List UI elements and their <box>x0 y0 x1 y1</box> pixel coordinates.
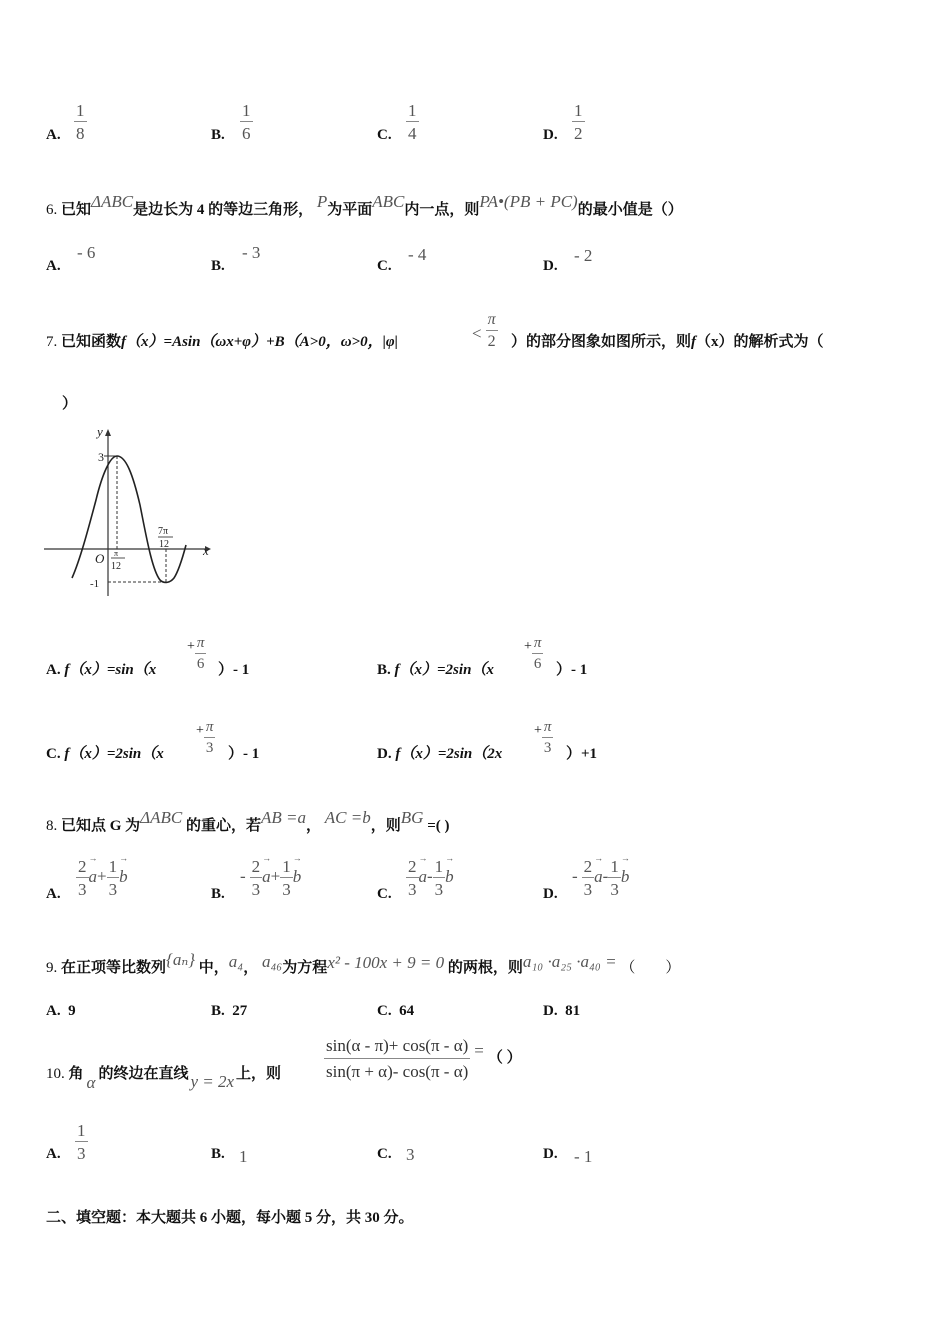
q7-option-c-tail: ）- 1 <box>228 746 260 762</box>
q6-option-a-value: - 6 <box>77 243 96 262</box>
q7-option-b[interactable]: B. f（x）=2sin（x <box>377 662 494 678</box>
q10-option-c-value: 3 <box>406 1145 415 1164</box>
q10-option-b[interactable]: B. <box>211 1146 225 1162</box>
q7-option-c[interactable]: C. f（x）=2sin（x <box>46 746 164 762</box>
q6-option-c[interactable]: C. <box>377 258 392 274</box>
q8-option-c[interactable]: C. <box>377 886 392 902</box>
q8-option-a-expr: $\frac{2}{3}$ → a+ $\frac{1}{3}$ → b <box>76 858 128 898</box>
q7-phi-bound: < $\frac{\pi}{2}$ <box>472 311 496 350</box>
q10-option-b-value: 1 <box>239 1147 248 1166</box>
x1-num-label: π <box>114 549 119 558</box>
q8-option-a[interactable]: A. <box>46 886 61 902</box>
q6-option-d-value: - 2 <box>574 246 593 265</box>
y-min-label: -1 <box>90 578 100 590</box>
q9-option-c[interactable]: C. 64 <box>377 1003 415 1019</box>
q5-option-b[interactable]: B. <box>211 127 225 143</box>
q7-option-d-tail: ）+1 <box>566 746 598 762</box>
q10-stem: 10. 角 α 的终边在直线 y = 2x 上，则 <box>46 1066 282 1092</box>
q8-option-b-expr: - $\frac{2}{3}$ → a+ $\frac{1}{3}$ → b <box>240 858 301 898</box>
q8-option-c-expr: $\frac{2}{3}$ → a- $\frac{1}{3}$ → b <box>406 858 454 898</box>
q8-option-b[interactable]: B. <box>211 886 225 902</box>
x2-den-label: 12 <box>159 539 169 550</box>
q6-option-a[interactable]: A. <box>46 258 61 274</box>
q8-stem: 8. 已知点 G 为ΔABC 的重心，若AB =a， AC =b，则BG =( ) <box>46 808 450 834</box>
q7-option-a[interactable]: A. f（x）=sin（x <box>46 662 157 678</box>
q5-option-c-value: $\frac{1}{4}$ <box>408 101 417 143</box>
q10-option-d[interactable]: D. <box>543 1146 558 1162</box>
q6-option-b-value: - 3 <box>242 243 261 262</box>
section-heading-fill-in-blank: 二、填空题：本大题共 6 小题，每小题 5 分，共 30 分。 <box>46 1210 414 1226</box>
q5-option-d[interactable]: D. <box>543 127 558 143</box>
x1-den-label: 12 <box>111 561 121 572</box>
q7-option-d-frac: + $\frac{\pi}{3}$ <box>534 719 552 756</box>
x-axis-label: x <box>203 543 209 558</box>
y-axis-label: y <box>97 424 103 439</box>
q7-option-b-tail: ）- 1 <box>556 662 588 678</box>
q6-option-c-value: - 4 <box>408 245 427 264</box>
q7-function-graph <box>40 420 230 600</box>
q9-option-b[interactable]: B. 27 <box>211 1003 248 1019</box>
q6-option-b[interactable]: B. <box>211 258 225 274</box>
q7-option-c-frac: + $\frac{\pi}{3}$ <box>196 719 214 756</box>
q7-option-a-tail: ）- 1 <box>218 662 250 678</box>
q5-option-c[interactable]: C. <box>377 127 392 143</box>
q5-option-a[interactable]: A. <box>46 127 61 143</box>
q10-option-d-value: - 1 <box>574 1147 593 1166</box>
q9-option-d[interactable]: D. 81 <box>543 1003 581 1019</box>
q5-option-d-value: $\frac{1}{2}$ <box>574 101 583 143</box>
q6-stem: 6. 已知ΔABC是边长为 4 的等边三角形， P为平面ABC内一点，则PA•(PB + PC)的最小值是（） <box>46 192 683 218</box>
q9-stem: 9. 在正项等比数列{aₙ} 中，a₄， a₄₆为方程x² - 100x + 9 = 0 的两根，则a₁₀ ·a₂₅ ·a₄₀ = （ ） <box>46 950 681 976</box>
q7-option-a-frac: + $\frac{\pi}{6}$ <box>187 635 205 672</box>
q5-option-a-value: $\frac{1}{8}$ <box>76 101 85 143</box>
q10-option-c[interactable]: C. <box>377 1146 392 1162</box>
q6-option-d[interactable]: D. <box>543 258 558 274</box>
y-max-label: 3 <box>98 450 104 464</box>
q10-option-a[interactable]: A. <box>46 1146 61 1162</box>
q7-option-d[interactable]: D. f（x）=2sin（2x <box>377 746 503 762</box>
q9-option-a[interactable]: A. 9 <box>46 1003 76 1019</box>
q7-option-b-frac: + $\frac{\pi}{6}$ <box>524 635 542 672</box>
q10-expression: $\frac{\sin(\alpha - \pi)+ \cos(\pi - \alpha)}{\sin(\pi + \alpha)- \cos(\pi - \alpha)}$ = （ ） <box>326 1036 522 1081</box>
q7-stem: 7. 已知函数f（x）=Asin（ωx+φ）+B（A>0，ω>0，|φ| <box>46 334 398 350</box>
q7-stem-cont: ）的部分图象如图所示，则f（x）的解析式为（ <box>511 334 824 350</box>
q10-option-a-value: $\frac{1}{3}$ <box>77 1121 86 1163</box>
q8-option-d-expr: - $\frac{2}{3}$ → a- $\frac{1}{3}$ → b <box>572 858 629 898</box>
x2-num-label: 7π <box>158 526 169 537</box>
q8-option-d[interactable]: D. <box>543 886 558 902</box>
origin-label: O <box>95 551 105 566</box>
q7-stem-close: ） <box>62 396 78 412</box>
q5-option-b-value: $\frac{1}{6}$ <box>242 101 251 143</box>
